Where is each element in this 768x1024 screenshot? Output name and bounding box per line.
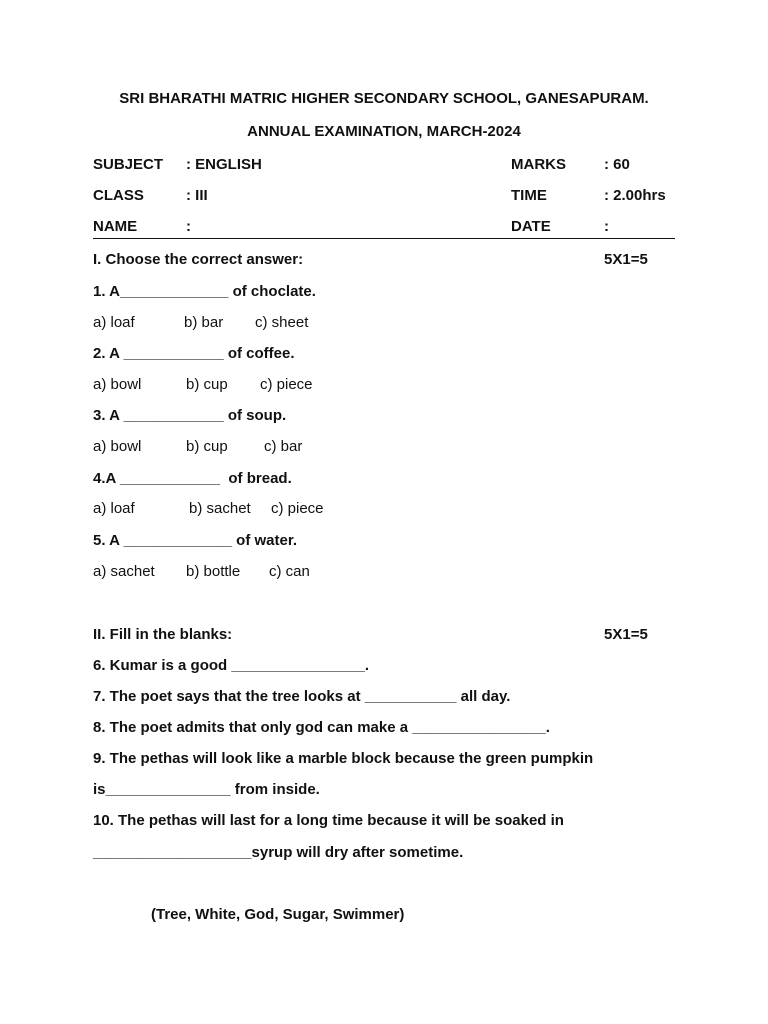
question-1: 1. A_____________ of choclate.: [93, 283, 316, 300]
date-label: DATE: [511, 218, 551, 235]
question-6: 6. Kumar is a good ________________.: [93, 657, 370, 674]
time-value: : 2.00hrs: [604, 187, 666, 204]
q3-option-a: a) bowl: [93, 438, 142, 455]
question-2: 2. A ____________ of coffee.: [93, 345, 295, 362]
question-3: 3. A ____________ of soup.: [93, 407, 287, 424]
header-divider: [93, 238, 675, 239]
date-value: :: [604, 218, 609, 235]
subject-value: : ENGLISH: [186, 156, 262, 173]
question-9-line-2: is_______________ from inside.: [93, 781, 320, 798]
q5-option-b: b) bottle: [186, 563, 241, 580]
q1-option-a: a) loaf: [93, 314, 135, 331]
q2-option-c: c) piece: [260, 376, 313, 393]
section1-title: I. Choose the correct answer:: [93, 251, 304, 268]
q5-option-a: a) sachet: [93, 563, 155, 580]
question-10-line-1: 10. The pethas will last for a long time because it will be soaked in: [93, 812, 564, 829]
question-7: 7. The poet says that the tree looks at ___________ all day.: [93, 688, 511, 705]
name-value: :: [186, 218, 191, 235]
marks-label: MARKS: [511, 156, 566, 173]
school-name: SRI BHARATHI MATRIC HIGHER SECONDARY SCHOOL, GANESAPURAM.: [119, 90, 649, 107]
name-label: NAME: [93, 218, 138, 235]
q5-option-c: c) can: [269, 563, 310, 580]
question-4: 4.A ____________ of bread.: [93, 470, 292, 487]
exam-title: ANNUAL EXAMINATION, MARCH-2024: [247, 123, 521, 140]
q3-option-c: c) bar: [264, 438, 303, 455]
section2-title: II. Fill in the blanks:: [93, 626, 233, 643]
question-10-line-2: ___________________syrup will dry after sometime.: [93, 844, 464, 861]
q4-option-a: a) loaf: [93, 500, 135, 517]
q1-option-b: b) bar: [184, 314, 224, 331]
q2-option-b: b) cup: [186, 376, 228, 393]
question-8: 8. The poet admits that only god can make a ________________.: [93, 719, 550, 736]
question-9-line-1: 9. The pethas will look like a marble block because the green pumpkin: [93, 750, 594, 767]
time-label: TIME: [511, 187, 547, 204]
subject-label: SUBJECT: [93, 156, 164, 173]
class-label: CLASS: [93, 187, 144, 204]
class-value: : III: [186, 187, 208, 204]
q3-option-b: b) cup: [186, 438, 228, 455]
section1-marks: 5X1=5: [604, 251, 648, 268]
section2-marks: 5X1=5: [604, 626, 648, 643]
q4-option-c: c) piece: [271, 500, 324, 517]
question-5: 5. A _____________ of water.: [93, 532, 298, 549]
q1-option-c: c) sheet: [255, 314, 309, 331]
q2-option-a: a) bowl: [93, 376, 142, 393]
word-box: (Tree, White, God, Sugar, Swimmer): [151, 906, 405, 923]
q4-option-b: b) sachet: [189, 500, 251, 517]
marks-value: : 60: [604, 156, 630, 173]
